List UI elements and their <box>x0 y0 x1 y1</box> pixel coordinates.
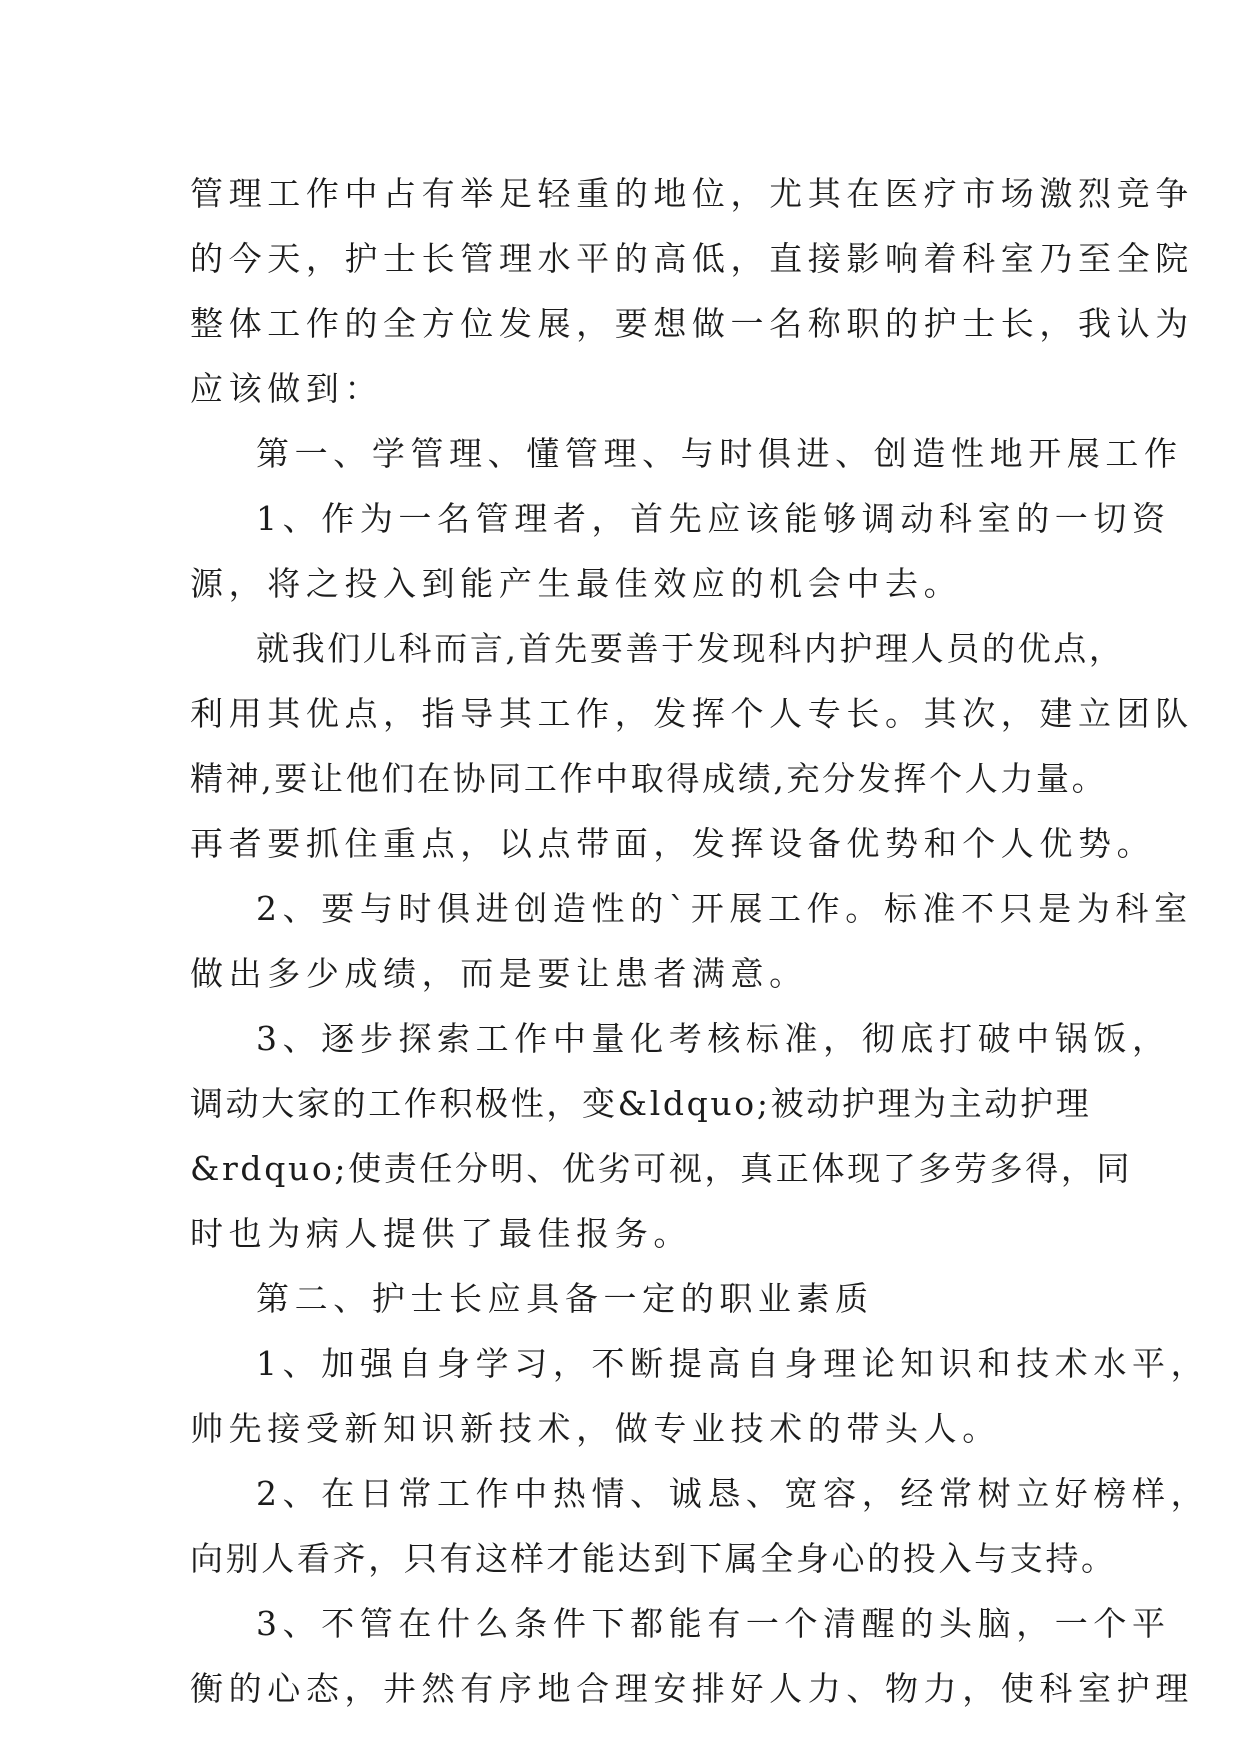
text-line: 的今天，护士长管理水平的高低，直接影响着科室乃至全院 <box>190 239 1194 278</box>
text-line: 利用其优点，指导其工作，发挥个人专长。其次，建立团队 <box>190 694 1194 733</box>
text-line: 做出多少成绩，而是要让患者满意。 <box>190 954 808 993</box>
text-line: 源，将之投入到能产生最佳效应的机会中去。 <box>190 564 963 603</box>
text-line: 3、不管在什么条件下都能有一个清醒的头脑，一个平 <box>256 1604 1171 1643</box>
text-line: 就我们儿科而言,首先要善于发现科内护理人员的优点， <box>256 629 1125 668</box>
text-line: 向别人看齐，只有这样才能达到下属全身心的投入与支持。 <box>190 1539 1117 1578</box>
body-text <box>190 161 1210 1721</box>
text-line: 2、在日常工作中热情、诚恳、宽容，经常树立好榜样， <box>256 1474 1210 1513</box>
text-line: 1、加强自身学习，不断提高自身理论知识和技术水平， <box>256 1344 1210 1383</box>
text-line: 时也为病人提供了最佳报务。 <box>190 1214 692 1253</box>
text-line: 衡的心态，井然有序地合理安排好人力、物力，使科室护理 <box>190 1669 1194 1708</box>
text-line: 2、要与时俱进创造性的`开展工作。标准不只是为科室 <box>256 889 1193 928</box>
text-line: 精神,要让他们在协同工作中取得成绩,充分发挥个人力量。 <box>190 759 1108 798</box>
text-line: 1、作为一名管理者，首先应该能够调动科室的一切资 <box>256 499 1171 538</box>
text-line: 调动大家的工作积极性，变&ldquo;被动护理为主动护理 <box>190 1084 1092 1123</box>
section-heading: 第一、学管理、懂管理、与时俱进、创造性地开展工作 <box>256 434 1183 473</box>
section-heading: 第二、护士长应具备一定的职业素质 <box>256 1279 874 1318</box>
text-line: 再者要抓住重点，以点带面，发挥设备优势和个人优势。 <box>190 824 1156 863</box>
text-line: 整体工作的全方位发展，要想做一名称职的护士长，我认为 <box>190 304 1194 343</box>
text-line: 应该做到： <box>190 369 384 408</box>
text-line: 管理工作中占有举足轻重的地位，尤其在医疗市场激烈竞争 <box>190 174 1194 213</box>
text-line: 帅先接受新知识新技术，做专业技术的带头人。 <box>190 1409 1001 1448</box>
text-line: &rdquo;使责任分明、优劣可视，真正体现了多劳多得，同 <box>190 1149 1133 1188</box>
text-line: 3、逐步探索工作中量化考核标准，彻底打破中锅饭， <box>256 1019 1171 1058</box>
